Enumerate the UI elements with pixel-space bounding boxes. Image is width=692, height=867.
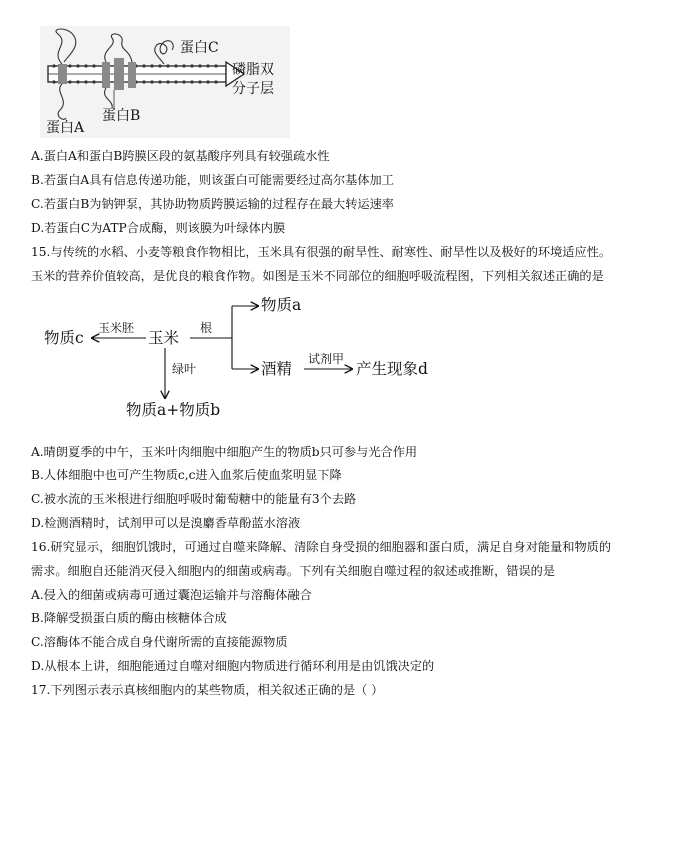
reagent-label: 试剂甲 bbox=[308, 352, 345, 366]
bilayer-label-line2: 分子层 bbox=[232, 81, 274, 97]
substance-c-label: 物质c bbox=[44, 329, 84, 347]
q14-option-c: C.若蛋白B为钠钾泵，其协助物质跨膜运输的过程存在最大转运速率 bbox=[31, 197, 394, 211]
q14-option-a: A.蛋白A和蛋白B跨膜区段的氨基酸序列具有较强疏水性 bbox=[31, 149, 330, 163]
protein-a-label: 蛋白A bbox=[46, 120, 85, 136]
q15-option-c: C.被水流的玉米根进行细胞呼吸时葡萄糖中的能量有3个去路 bbox=[31, 492, 357, 506]
bilayer-label-line1: 磷脂双 bbox=[232, 62, 274, 78]
membrane-protein-figure bbox=[40, 26, 290, 138]
protein-b-label: 蛋白B bbox=[102, 108, 141, 124]
alcohol-label: 酒精 bbox=[261, 360, 293, 378]
q16-option-b: B.降解受损蛋白质的酶由核糖体合成 bbox=[31, 611, 227, 625]
respiration-flow-diagram bbox=[40, 290, 460, 425]
substance-ab-label: 物质a+物质b bbox=[126, 401, 221, 419]
q15-option-a: A.晴朗夏季的中午，玉米叶肉细胞中细胞产生的物质b只可参与光合作用 bbox=[31, 445, 418, 459]
corn-label: 玉米 bbox=[148, 329, 180, 347]
q15-option-d: D.检测酒精时，试剂甲可以是溴麝香草酚蓝水溶液 bbox=[31, 516, 301, 530]
q14-option-b: B.若蛋白A具有信息传递功能，则该蛋白可能需要经过高尔基体加工 bbox=[31, 173, 394, 187]
phenomenon-d-label: 产生现象d bbox=[356, 360, 428, 378]
q16-stem-line2: 需求。细胞自还能消灭侵入细胞内的细菌或病毒。下列有关细胞自噬过程的叙述或推断，错误的是 bbox=[31, 564, 556, 578]
q17-stem: 17.下列图示表示真核细胞内的某些物质，相关叙述正确的是（ ） bbox=[31, 683, 384, 697]
q14-option-d: D.若蛋白C为ATP合成酶，则该膜为叶绿体内膜 bbox=[31, 221, 286, 235]
q15-option-b: B.人体细胞中也可产生物质c,c进入血浆后使血浆明显下降 bbox=[31, 468, 342, 482]
q15-stem-line2: 玉米的营养价值较高，是优良的粮食作物。如图是玉米不同部位的细胞呼吸流程图，下列相关叙述正确的是 bbox=[31, 269, 604, 283]
root-label: 根 bbox=[200, 321, 213, 335]
leaf-label: 绿叶 bbox=[172, 362, 197, 376]
substance-a-label: 物质a bbox=[261, 296, 302, 314]
protein-c-label: 蛋白C bbox=[180, 40, 219, 56]
q16-option-d: D.从根本上讲，细胞能通过自噬对细胞内物质进行循环利用是由饥饿决定的 bbox=[31, 659, 435, 673]
embryo-label: 玉米胚 bbox=[98, 321, 135, 335]
flow-arrows bbox=[40, 290, 460, 425]
q16-option-a: A.侵入的细菌或病毒可通过囊泡运输并与溶酶体融合 bbox=[31, 588, 312, 602]
q16-stem-line1: 16.研究显示，细胞饥饿时，可通过自噬来降解、清除自身受损的细胞器和蛋白质，满足自身对能量和物质的 bbox=[31, 540, 612, 554]
q15-stem-line1: 15.与传统的水稻、小麦等粮食作物相比，玉米具有很强的耐旱性、耐寒性、耐旱性以及极好的环境适应性。 bbox=[31, 245, 612, 259]
q16-option-c: C.溶酶体不能合成自身代谢所需的直接能源物质 bbox=[31, 635, 288, 649]
